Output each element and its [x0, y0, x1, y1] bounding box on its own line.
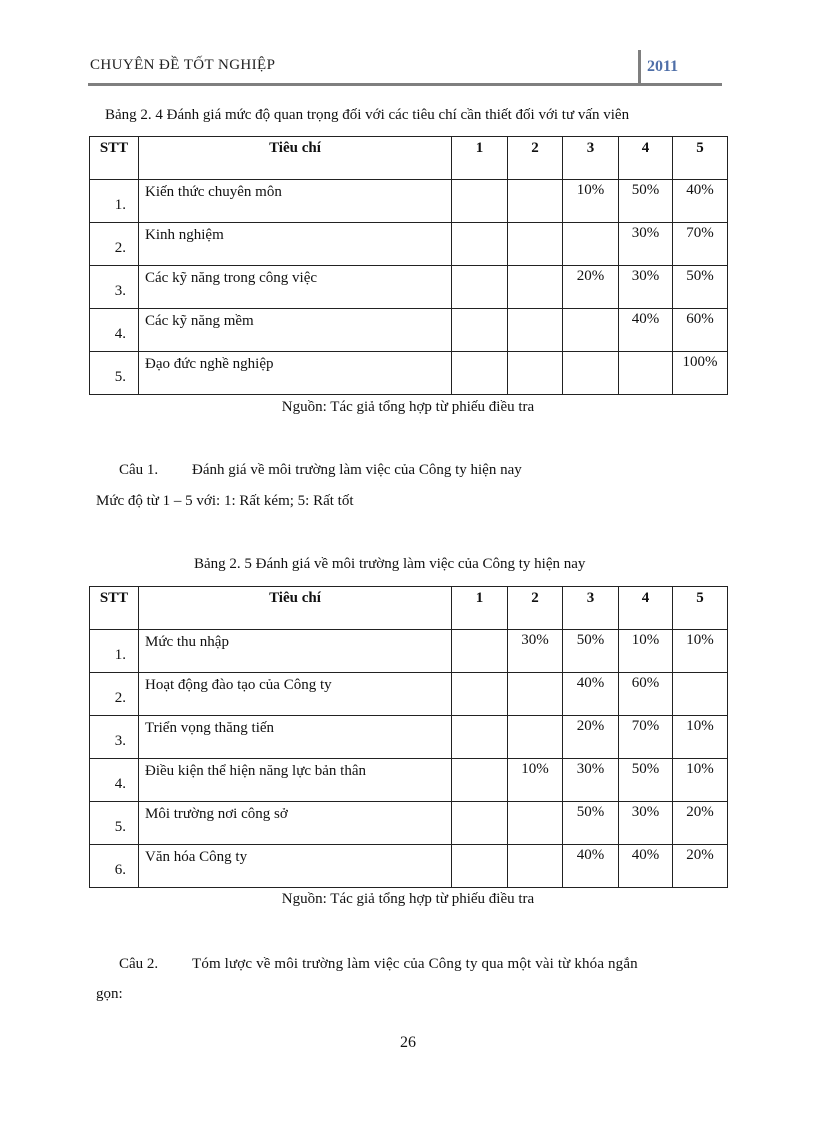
table-row	[90, 266, 728, 309]
rating-cell-4: 30%	[619, 266, 673, 309]
rating-cell-2	[508, 845, 563, 888]
rating-cell-4: 40%	[619, 845, 673, 888]
table-row	[90, 630, 728, 673]
table2-header-4: 3	[563, 587, 619, 630]
table1-header-4: 3	[563, 137, 619, 180]
table1-header-5: 4	[619, 137, 673, 180]
table-row	[90, 802, 728, 845]
question1-label: Câu 1.	[119, 462, 159, 478]
rating-cell-3: 50%	[563, 802, 619, 845]
rating-cell-5: 20%	[673, 845, 728, 888]
rating-cell-1	[452, 223, 508, 266]
criterion-label: Mức thu nhập	[139, 630, 452, 673]
question2-label: Câu 2.	[119, 956, 159, 972]
rating-cell-4: 50%	[619, 759, 673, 802]
rating-cell-1	[452, 266, 508, 309]
table2-header-0: STT	[90, 587, 139, 630]
table-row	[90, 352, 728, 395]
rating-cell-2	[508, 802, 563, 845]
rating-cell-2	[508, 223, 563, 266]
rating-cell-2	[508, 673, 563, 716]
rating-cell-4: 30%	[619, 802, 673, 845]
table1-header-row	[90, 137, 728, 180]
table1-header-2: 1	[452, 137, 508, 180]
table2-header-3: 2	[508, 587, 563, 630]
table2-header-5: 4	[619, 587, 673, 630]
rating-cell-4: 50%	[619, 180, 673, 223]
rating-cell-3	[563, 309, 619, 352]
rating-cell-5: 50%	[673, 266, 728, 309]
rating-cell-1	[452, 759, 508, 802]
criterion-label: Các kỹ năng trong công việc	[139, 266, 452, 309]
rating-cell-5: 60%	[673, 309, 728, 352]
row-number: 2.	[90, 223, 139, 266]
rating-cell-5: 10%	[673, 716, 728, 759]
rating-cell-3: 10%	[563, 180, 619, 223]
criterion-label: Kinh nghiệm	[139, 223, 452, 266]
table-row	[90, 759, 728, 802]
table-row	[90, 673, 728, 716]
rating-cell-3: 20%	[563, 266, 619, 309]
rating-cell-1	[452, 309, 508, 352]
rating-cell-3: 40%	[563, 845, 619, 888]
rating-cell-1	[452, 180, 508, 223]
criterion-label: Điều kiện thể hiện năng lực bản thân	[139, 759, 452, 802]
rating-cell-2	[508, 352, 563, 395]
rating-cell-2	[508, 309, 563, 352]
rating-cell-5: 100%	[673, 352, 728, 395]
rating-cell-5: 10%	[673, 630, 728, 673]
rating-cell-3: 40%	[563, 673, 619, 716]
rating-cell-4: 30%	[619, 223, 673, 266]
rating-cell-3: 20%	[563, 716, 619, 759]
rating-cell-4: 70%	[619, 716, 673, 759]
question2-line2: gọn:	[96, 986, 123, 1002]
criterion-label: Môi trường nơi công sở	[139, 802, 452, 845]
table1	[89, 136, 728, 395]
criterion-label: Kiến thức chuyên môn	[139, 180, 452, 223]
table2-header-2: 1	[452, 587, 508, 630]
rating-cell-3	[563, 352, 619, 395]
table2-source: Nguồn: Tác giả tổng hợp từ phiếu điều tra	[281, 891, 535, 907]
table1-source: Nguồn: Tác giả tổng hợp từ phiếu điều tra	[281, 399, 535, 415]
rating-cell-1	[452, 802, 508, 845]
page-number: 26	[400, 1034, 416, 1051]
rating-cell-5: 20%	[673, 802, 728, 845]
row-number: 5.	[90, 352, 139, 395]
question2-line1: Tóm lược về môi trường làm việc của Công ty qua một vài từ khóa ngắn	[192, 956, 638, 972]
table-row	[90, 309, 728, 352]
rating-cell-4: 10%	[619, 630, 673, 673]
rating-cell-5: 10%	[673, 759, 728, 802]
rating-cell-2	[508, 716, 563, 759]
rating-cell-2: 10%	[508, 759, 563, 802]
criterion-label: Triển vọng thăng tiến	[139, 716, 452, 759]
table2-caption: Bảng 2. 5 Đánh giá về môi trường làm việc của Công ty hiện nay	[194, 556, 586, 572]
header-year: 2011	[647, 58, 679, 75]
criterion-label: Hoạt động đào tạo của Công ty	[139, 673, 452, 716]
row-number: 1.	[90, 630, 139, 673]
row-number: 5.	[90, 802, 139, 845]
header-divider-vertical	[638, 50, 641, 84]
row-number: 3.	[90, 266, 139, 309]
question1-text: Đánh giá về môi trường làm việc của Công ty hiện nay	[192, 462, 522, 478]
row-number: 4.	[90, 309, 139, 352]
table2-header-1: Tiêu chí	[139, 587, 452, 630]
row-number: 1.	[90, 180, 139, 223]
table-row	[90, 845, 728, 888]
row-number: 2.	[90, 673, 139, 716]
rating-cell-5: 40%	[673, 180, 728, 223]
rating-cell-4: 60%	[619, 673, 673, 716]
table1-header-6: 5	[673, 137, 728, 180]
question1-scale: Mức độ từ 1 – 5 với: 1: Rất kém; 5: Rất tốt	[96, 493, 354, 509]
rating-cell-1	[452, 352, 508, 395]
table2-header-row	[90, 587, 728, 630]
rating-cell-3	[563, 223, 619, 266]
table-row	[90, 180, 728, 223]
rating-cell-1	[452, 673, 508, 716]
row-number: 4.	[90, 759, 139, 802]
rating-cell-4	[619, 352, 673, 395]
table1-header-3: 2	[508, 137, 563, 180]
table1-header-0: STT	[90, 137, 139, 180]
rating-cell-3: 50%	[563, 630, 619, 673]
header-title: CHUYÊN ĐỀ TỐT NGHIỆP	[90, 57, 276, 73]
row-number: 3.	[90, 716, 139, 759]
table-row	[90, 716, 728, 759]
table1-caption: Bảng 2. 4 Đánh giá mức độ quan trọng đối với các tiêu chí cần thiết đối với tư vấn viên	[105, 107, 630, 123]
rating-cell-2	[508, 180, 563, 223]
table-row	[90, 223, 728, 266]
table2-header-6: 5	[673, 587, 728, 630]
rating-cell-1	[452, 630, 508, 673]
rating-cell-1	[452, 845, 508, 888]
rating-cell-3: 30%	[563, 759, 619, 802]
criterion-label: Văn hóa Công ty	[139, 845, 452, 888]
rating-cell-2	[508, 266, 563, 309]
criterion-label: Các kỹ năng mềm	[139, 309, 452, 352]
row-number: 6.	[90, 845, 139, 888]
header-rule	[88, 83, 722, 86]
table2	[89, 586, 728, 888]
rating-cell-1	[452, 716, 508, 759]
rating-cell-4: 40%	[619, 309, 673, 352]
rating-cell-5	[673, 673, 728, 716]
rating-cell-2: 30%	[508, 630, 563, 673]
criterion-label: Đạo đức nghề nghiệp	[139, 352, 452, 395]
table1-header-1: Tiêu chí	[139, 137, 452, 180]
rating-cell-5: 70%	[673, 223, 728, 266]
